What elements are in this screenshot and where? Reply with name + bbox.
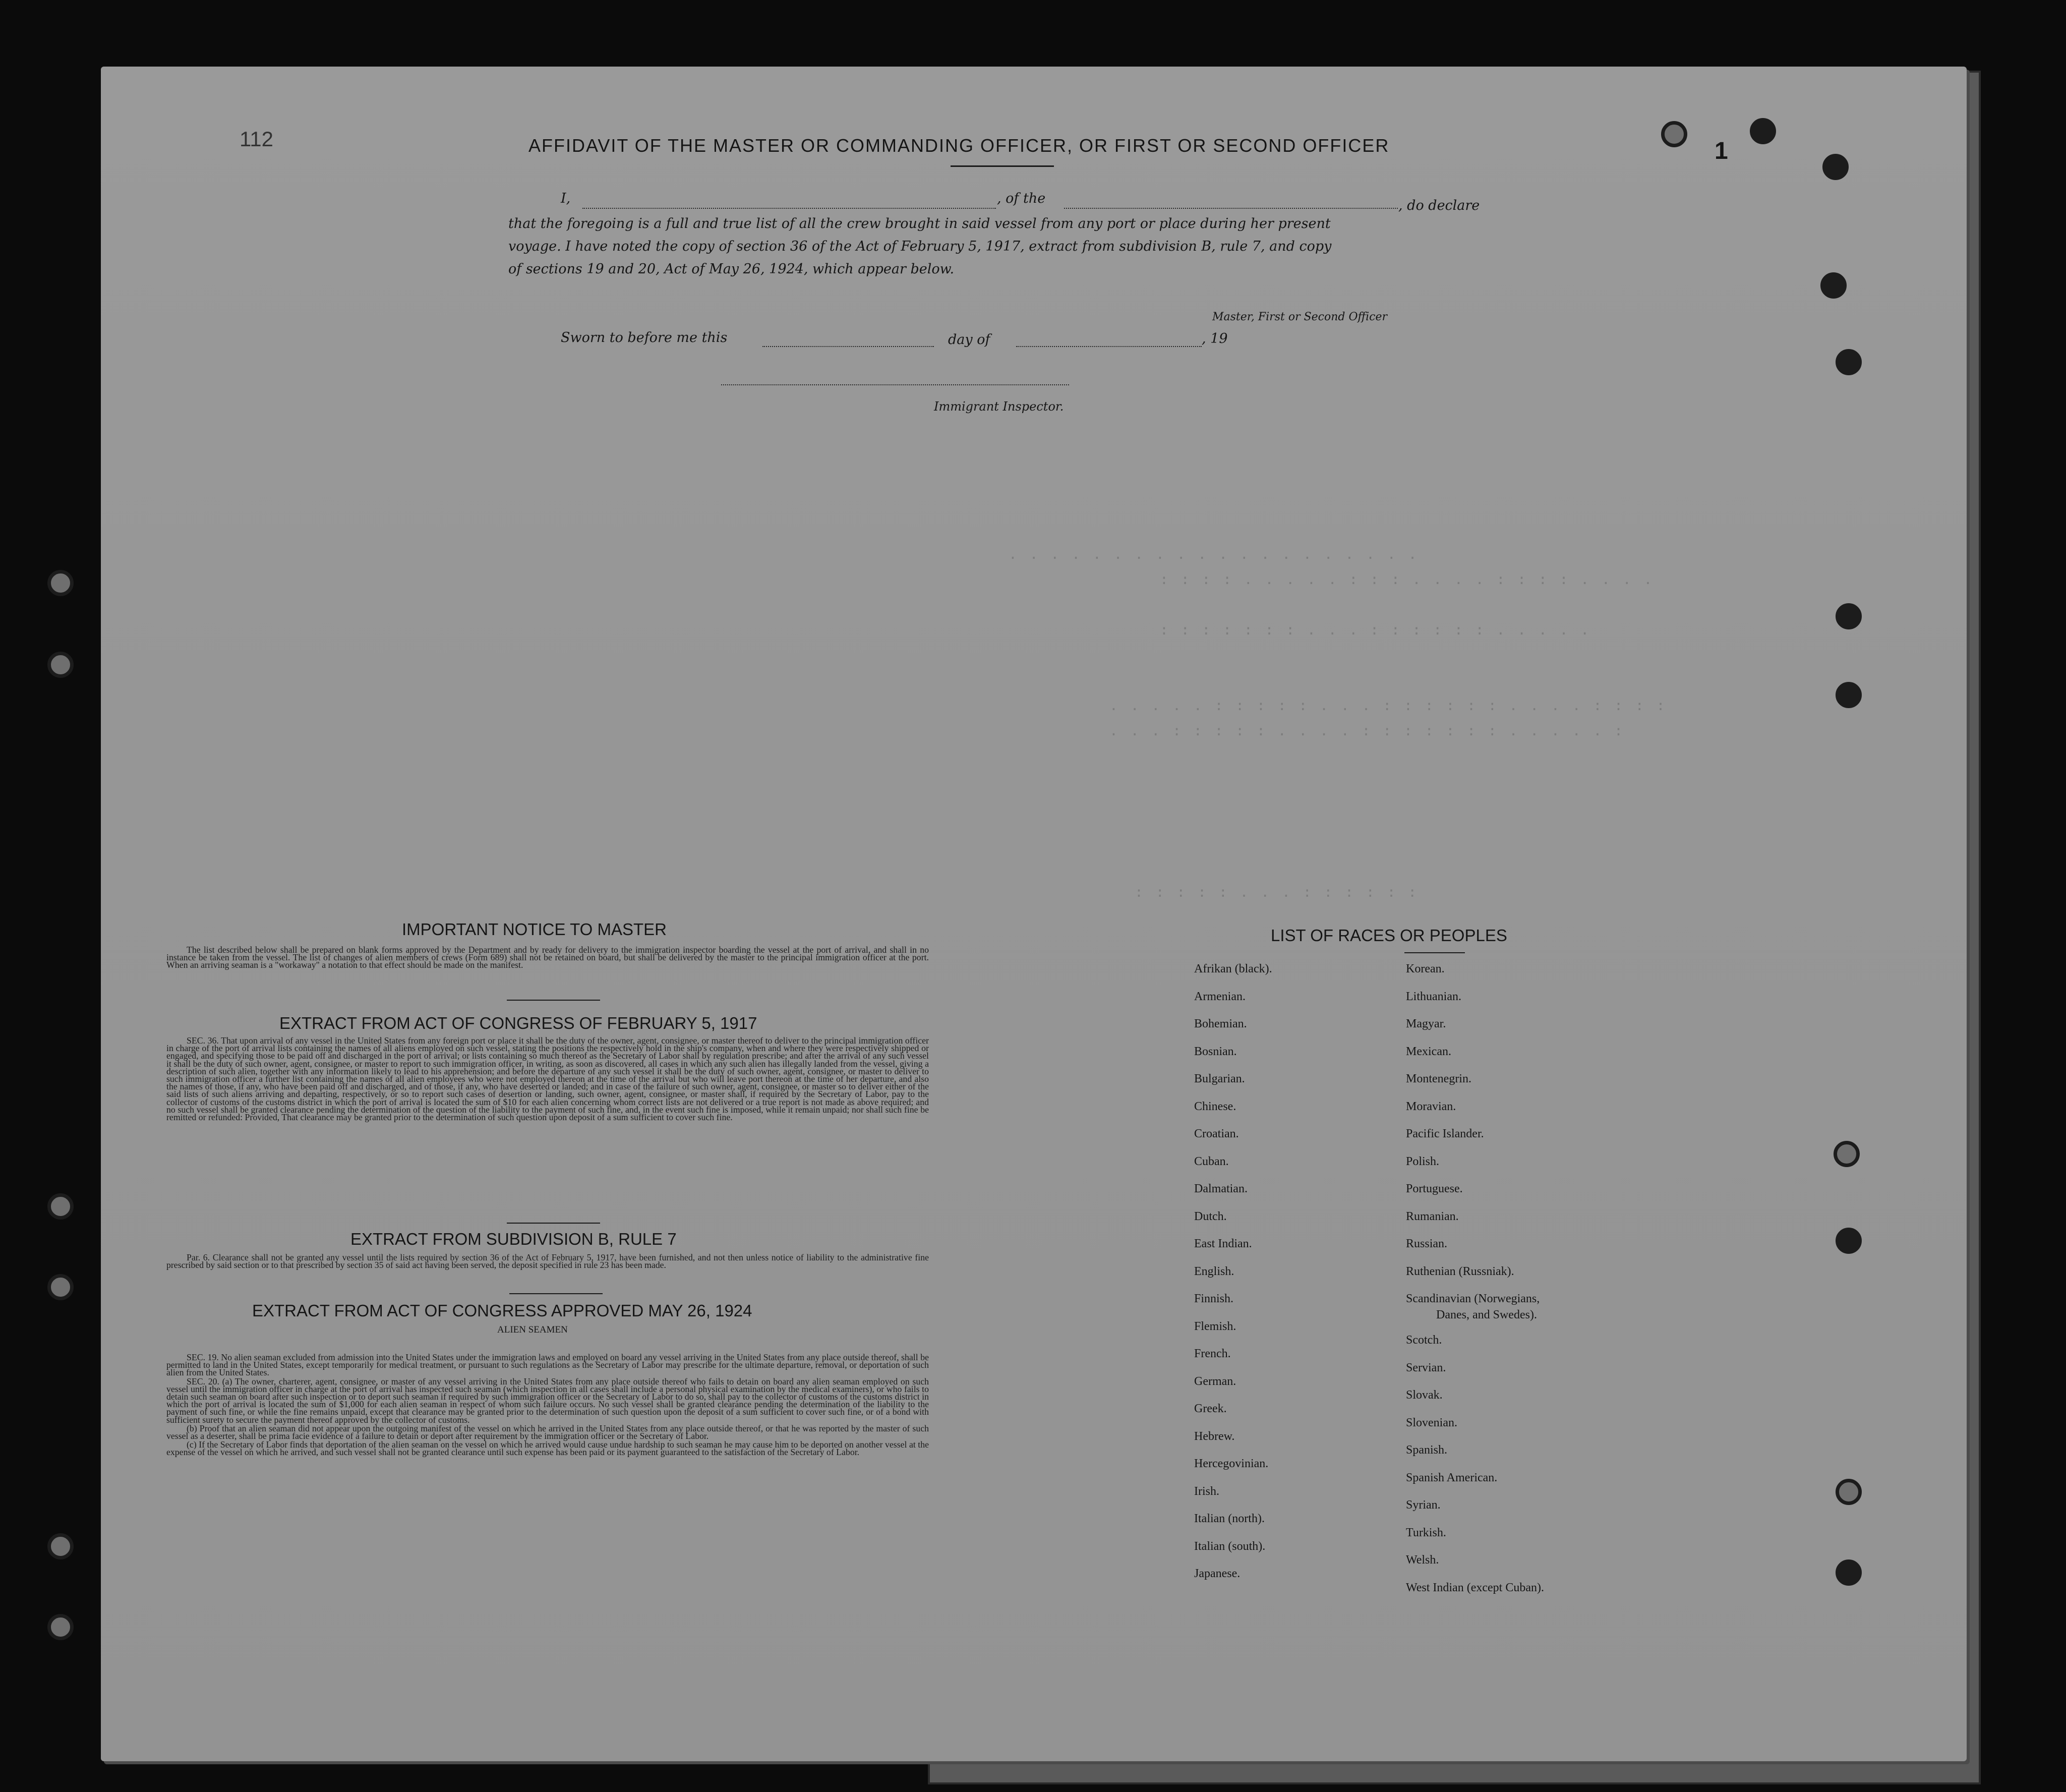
race-item: Welsh. bbox=[1406, 1553, 1439, 1567]
punch-hole bbox=[1750, 118, 1776, 144]
race-item: Afrikan (black). bbox=[1194, 962, 1272, 975]
race-item: French. bbox=[1194, 1347, 1231, 1360]
punch-hole bbox=[1834, 1141, 1860, 1167]
vessel-line bbox=[1064, 208, 1398, 209]
bleed-through-text: : : : : . . . . . : : : . . . . : : : : . . . . bbox=[1160, 571, 1655, 588]
notice-paragraph: The list described below shall be prepared on blank forms approved by the Department and by ready for delivery to the immigration inspector boarding the vessel at the port of arrival, and shall in no instance be taken from the vessel. The list of changes of alien members of crews (Form 689) shall not be retained on board, but shall be delivered by the master to the principal immigration officer at the port. When an arriving seaman is a "workaway" a notation to that effect should be made on the manifest. bbox=[166, 945, 929, 970]
race-item: Dutch. bbox=[1194, 1209, 1227, 1223]
year-label: , 19 bbox=[1202, 331, 1228, 346]
race-item: Spanish American. bbox=[1406, 1471, 1498, 1484]
page-number: 112 bbox=[240, 127, 273, 151]
race-item: Korean. bbox=[1406, 962, 1445, 975]
month-line bbox=[1016, 346, 1202, 347]
document-page bbox=[101, 67, 1967, 1761]
punch-hole bbox=[1836, 1559, 1862, 1586]
punch-hole bbox=[47, 1533, 74, 1559]
bleed-through-text: : : : : : . . . : : : : : : bbox=[1135, 884, 1419, 900]
race-item: Ruthenian (Russniak). bbox=[1406, 1264, 1514, 1278]
divider bbox=[951, 165, 1054, 167]
extract-1924-subtitle: ALIEN SEAMEN bbox=[497, 1324, 568, 1335]
race-item: Croatian. bbox=[1194, 1127, 1239, 1140]
corner-mark: 1 bbox=[1715, 138, 1728, 164]
races-column-1 bbox=[1194, 962, 1272, 1595]
affidavit-line: of sections 19 and 20, Act of May 26, 1924, which appear below. bbox=[508, 261, 955, 277]
race-item: Lithuanian. bbox=[1406, 990, 1461, 1003]
races-column-2 bbox=[1406, 962, 1544, 1608]
races-title: LIST OF RACES OR PEOPLES bbox=[1271, 926, 1507, 945]
race-item: East Indian. bbox=[1194, 1237, 1252, 1250]
inspector-label: Immigrant Inspector. bbox=[934, 399, 1064, 414]
race-item: Slovenian. bbox=[1406, 1416, 1457, 1429]
sec-36-paragraph: SEC. 36. That upon arrival of any vessel in the United States from any foreign port or place it shall be the duty of the owner, agent, consignee, or master thereof to deliver to the principal immigration officer in charge of the port of arrival lists containing the names of all aliens employed on such vessel, stating the positions the respectively hold in the ship's company, when and where they were respectively shipped or engaged, and specifying those to be paid off and discharged in the port of arrival; or lists containing so much thereof as the Secretary of Labor shall by regulation prescribe; and after the arrival of any such vessel it shall be the duty of such owner, agent, consignee, or master to report to such immigration officer, in writing, as soon as discovered, all cases in which any such alien has illegally landed from the vessel, giving a description of such alien, together with any information likely to lead to his apprehension; and before the departure of any such vessel it shall be the duty of such owner, agent, consignee, or master to deliver to such immigration officer a further list containing the names of all alien employees who were not employed thereon at the time of the arrival but who will leave port thereon at the time of her departure, and also the names of those, if any, who have been paid off and discharged, and of those, if any, who have deserted or landed; and in case of the failure of such owner, agent, consignee, or master so to deliver either of the said lists of such aliens arriving and departing, respectively, or so to report such cases of desertion or landing, such owner, agent, consignee, or master shall, if required by the Secretary of Labor, pay to the collector of customs of the customs district in which the port of arrival is located the sum of $10 for each alien concerning whom correct lists are not delivered or a true report is not made as above required; and no such vessel shall be granted clearance pending the determination of the question of the liability to the payment of such fine, and, in the event such fine is imposed, while it remain unpaid; nor shall such fine be remitted or refunded: Provided, That clearance may be granted prior to the determination of such question upon deposit of a sum sufficient to cover such fine. bbox=[166, 1035, 929, 1123]
race-item: Armenian. bbox=[1194, 990, 1246, 1003]
bleed-through-text: : : : : : : : . . . : : : : : : . . . . . bbox=[1160, 621, 1591, 638]
notice-title: IMPORTANT NOTICE TO MASTER bbox=[402, 920, 667, 939]
par-6-paragraph: Par. 6. Clearance shall not be granted any vessel until the lists required by section 36 of the Act of February 5, 1917, have been furnished, and not then unless notice of liability to the administrative fine prescribed by said section or to that prescribed by section 35 of said act having been served, the deposit specified in rule 23 has been made. bbox=[166, 1252, 929, 1270]
race-item: Rumanian. bbox=[1406, 1209, 1459, 1223]
punch-hole bbox=[1820, 272, 1847, 299]
affidavit-line: voyage. I have noted the copy of section 36 of the Act of February 5, 1917, extract from subdivision B, rule 7, and copy bbox=[508, 239, 1332, 254]
affidavit-of-the: , of the bbox=[997, 191, 1046, 206]
punch-hole bbox=[1836, 349, 1862, 375]
punch-hole bbox=[47, 1274, 74, 1300]
race-item: West Indian (except Cuban). bbox=[1406, 1581, 1544, 1594]
bleed-through-text: . . . . . : : : : : . . . : : : : : : . . . . : : : : bbox=[1109, 697, 1667, 714]
race-item: Magyar. bbox=[1406, 1017, 1446, 1030]
sworn-label: Sworn to before me this bbox=[561, 330, 728, 345]
sec-20c-paragraph: (c) If the Secretary of Labor finds that deportation of the alien seaman on the vessel on which he arrived would cause undue hardship to such seaman he may cause him to be deported on another vessel at the expense of the vessel on which he arrived, and such vessel shall not be granted clearance until such expense has been paid or its payment guaranteed to the satisfaction of the Secretary of Labor. bbox=[166, 1439, 929, 1458]
extract-1917-body bbox=[166, 1037, 929, 1122]
race-item: German. bbox=[1194, 1374, 1236, 1388]
affidavit-title: AFFIDAVIT OF THE MASTER OR COMMANDING OFFICER, OR FIRST OR SECOND OFFICER bbox=[528, 135, 1390, 156]
inspector-line bbox=[721, 384, 1069, 385]
sec-20b-paragraph: (b) Proof that an alien seaman did not appear upon the outgoing manifest of the vessel on which he arrived in the United States from any place outside thereof, or that he was reported by the master of such vessel as a deserter, shall be prima facie evidence of a failure to detain or deport after requirement by the immigration officer or the Secretary of Labor. bbox=[166, 1423, 929, 1441]
race-item: English. bbox=[1194, 1264, 1234, 1278]
race-item: Chinese. bbox=[1194, 1100, 1236, 1113]
race-item: Servian. bbox=[1406, 1361, 1446, 1374]
race-item: Montenegrin. bbox=[1406, 1072, 1471, 1085]
divider bbox=[509, 1293, 603, 1294]
race-item: Slovak. bbox=[1406, 1389, 1443, 1402]
extract-1917-title: EXTRACT FROM ACT OF CONGRESS OF FEBRUARY 5, 1917 bbox=[279, 1014, 757, 1032]
punch-hole bbox=[1836, 1228, 1862, 1254]
sec-19-paragraph: SEC. 19. No alien seaman excluded from admission into the United States under the immigration laws and employed on board any vessel arriving in the United States from any place outside thereof, shall be permitted to land in the United States, except temporarily for medical treatment, or pursuant to such regulations as the Secretary of Labor may prescribe for the ultimate departure, removal, or deportation of such alien from the United States. bbox=[166, 1352, 929, 1378]
race-item: Bohemian. bbox=[1194, 1017, 1247, 1030]
race-item: Scotch. bbox=[1406, 1334, 1442, 1347]
race-item: Polish. bbox=[1406, 1154, 1440, 1168]
notice-body bbox=[166, 946, 929, 970]
bleed-through-text: . . . . . . . . . . . . . . . . . . . . bbox=[1009, 546, 1419, 562]
officer-signature-label: Master, First or Second Officer bbox=[1212, 311, 1387, 323]
punch-hole bbox=[1836, 1479, 1862, 1505]
punch-hole bbox=[1661, 121, 1687, 147]
race-item: Italian (north). bbox=[1194, 1512, 1265, 1525]
race-item: Hebrew. bbox=[1194, 1429, 1235, 1443]
punch-hole bbox=[47, 1193, 74, 1220]
affidavit-i: I, bbox=[561, 191, 571, 206]
race-item: Turkish. bbox=[1406, 1526, 1446, 1539]
race-item: Spanish. bbox=[1406, 1443, 1448, 1457]
name-line bbox=[582, 208, 996, 209]
race-item: Bulgarian. bbox=[1194, 1072, 1245, 1085]
bleed-through-text: . . . : : : : : . . . . : : : : : : : . . . . . : bbox=[1109, 722, 1625, 739]
divider bbox=[507, 1223, 600, 1224]
punch-hole bbox=[47, 652, 74, 678]
race-item: Syrian. bbox=[1406, 1498, 1441, 1512]
race-item: Greek. bbox=[1194, 1402, 1227, 1415]
race-item: Cuban. bbox=[1194, 1154, 1229, 1168]
race-item-scandinavian-cont: Danes, and Swedes). bbox=[1436, 1308, 1537, 1321]
extract-1924-title: EXTRACT FROM ACT OF CONGRESS APPROVED MAY 26, 1924 bbox=[252, 1301, 752, 1320]
race-item: Dalmatian. bbox=[1194, 1182, 1248, 1195]
punch-hole bbox=[1836, 603, 1862, 629]
day-line bbox=[762, 346, 934, 347]
extract-1924-body bbox=[166, 1354, 929, 1458]
race-item-scandinavian: Scandinavian (Norwegians, bbox=[1406, 1292, 1540, 1305]
race-item: Japanese. bbox=[1194, 1567, 1241, 1580]
punch-hole bbox=[1822, 154, 1849, 180]
punch-hole bbox=[47, 1614, 74, 1640]
race-item: Moravian. bbox=[1406, 1100, 1456, 1113]
punch-hole bbox=[1836, 682, 1862, 708]
race-item: Russian. bbox=[1406, 1237, 1448, 1250]
divider bbox=[1404, 952, 1465, 953]
divider bbox=[507, 1000, 600, 1001]
punch-hole bbox=[47, 570, 74, 596]
sec-20a-paragraph: SEC. 20. (a) The owner, charterer, agent, consignee, or master of any vessel arriving in the United States from any place outside thereof who fails to detain on board any alien seaman employed on such vessel until the immigration officer in charge at the port of arrival has inspected such seaman (which inspection in all cases shall include a personal physical examination by the medical examiners), or who fails to detain such seaman on board after such inspection or to deport such seaman if required by such immigration officer or the Secretary of Labor to do so, shall pay to the collector of customs of the customs district in which the port of arrival is located the sum of $1,000 for each alien seaman in respect of whom such failure occurs. No such vessel shall be granted clearance pending the determination of the liability to the payment of such fine, or while the fine remains unpaid, except that clearance may be granted prior to the determination of such question upon the deposit of a sum sufficient to cover such fine, or of a bond with sufficient surety to secure the payment thereof approved by the collector of customs. bbox=[166, 1376, 929, 1425]
affidavit-declare: , do declare bbox=[1398, 198, 1480, 213]
race-item: Finnish. bbox=[1194, 1292, 1234, 1305]
race-item: Flemish. bbox=[1194, 1319, 1236, 1333]
race-item: Italian (south). bbox=[1194, 1539, 1266, 1553]
race-item: Portuguese. bbox=[1406, 1182, 1463, 1195]
race-item: Pacific Islander. bbox=[1406, 1127, 1484, 1140]
extract-rule7-title: EXTRACT FROM SUBDIVISION B, RULE 7 bbox=[350, 1230, 677, 1248]
day-of-label: day of bbox=[948, 332, 990, 348]
extract-rule7-body bbox=[166, 1254, 929, 1270]
race-item: Hercegovinian. bbox=[1194, 1457, 1269, 1470]
race-item: Irish. bbox=[1194, 1484, 1219, 1498]
race-item: Mexican. bbox=[1406, 1045, 1451, 1058]
affidavit-line: that the foregoing is a full and true list of all the crew brought in said vessel from any port or place during her present bbox=[508, 216, 1331, 232]
race-item: Bosnian. bbox=[1194, 1045, 1237, 1058]
